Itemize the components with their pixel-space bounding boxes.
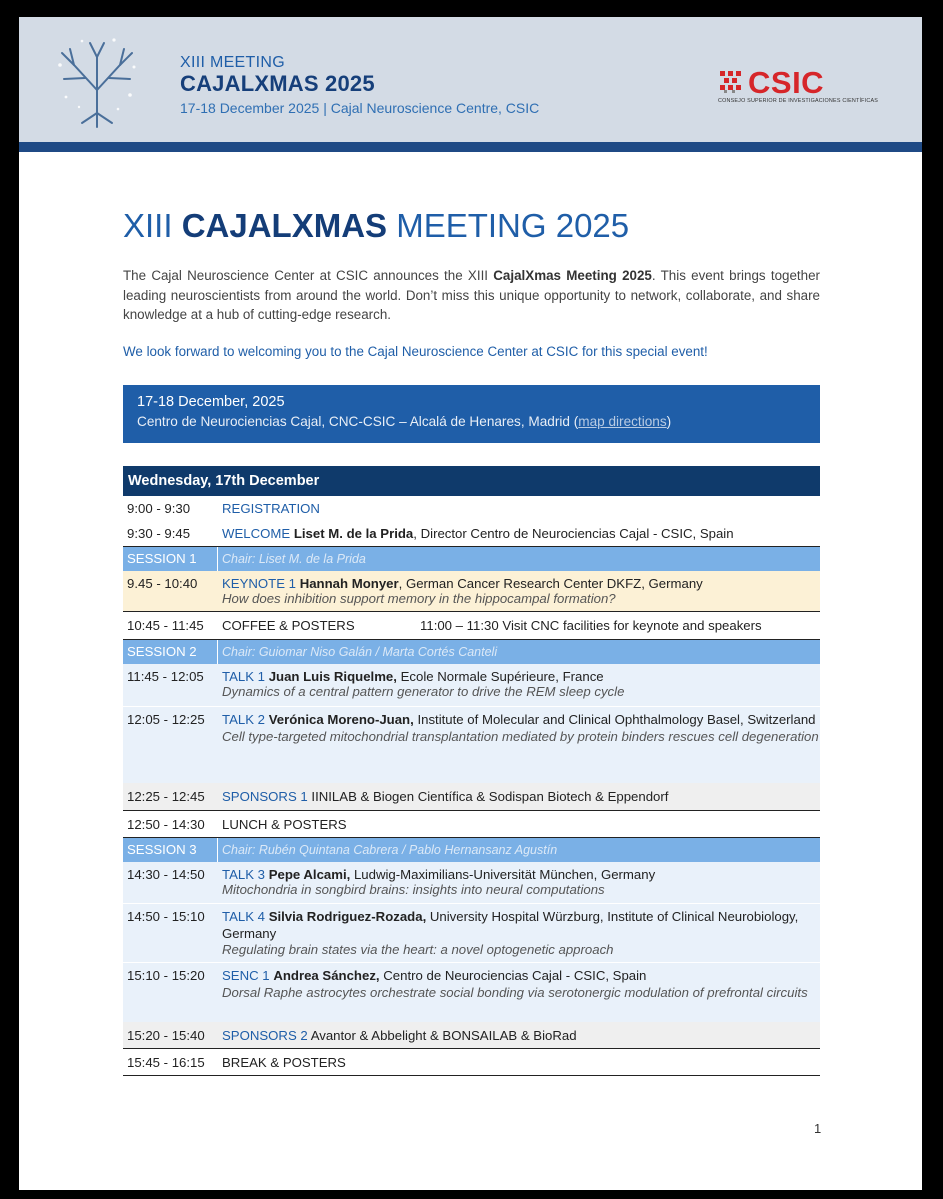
speaker-name: Liset M. de la Prida — [293, 526, 414, 541]
banner-meeting-label: XIII MEETING — [180, 54, 285, 71]
program-row — [123, 612, 820, 640]
event-venue — [137, 414, 671, 429]
row-label: SENC 1 — [222, 968, 270, 983]
event-info-box — [123, 385, 820, 443]
row-time: 10:45 - 11:45 — [127, 618, 204, 633]
row-time: 15:45 - 16:15 — [127, 1054, 205, 1070]
row-label: TALK 3 — [222, 867, 266, 882]
neuron-tree-logo-icon — [52, 35, 142, 131]
map-paren-open: ( — [573, 414, 579, 429]
row-label: KEYNOTE 1 — [222, 576, 297, 591]
csic-full-name: CONSEJO SUPERIOR DE INVESTIGACIONES CIENTÍFICAS — [718, 98, 879, 104]
csic-wordmark: CSIC — [748, 65, 825, 100]
row-time: 12:05 - 12:25 — [127, 712, 205, 727]
row-content — [218, 576, 820, 611]
row-label: TALK 1 — [222, 669, 266, 684]
session-header — [123, 547, 820, 571]
row-time: 9.45 - 10:40 — [127, 576, 198, 591]
header-banner — [19, 17, 922, 142]
map-paren-close: ) — [666, 414, 672, 429]
map-directions-link[interactable]: map directions — [578, 414, 667, 429]
speaker-name: Pepe Alcami, — [268, 867, 351, 882]
speaker-name: Hannah Monyer — [299, 576, 399, 591]
talk-title: Dorsal Raphe astrocytes orchestrate social bonding via serotonergic modulation of prefrontal circuits — [222, 984, 808, 1000]
row-content — [218, 712, 820, 783]
banner-divider — [19, 142, 922, 152]
program-row — [123, 963, 820, 1022]
title-prefix: XIII — [123, 207, 182, 244]
speaker-name: Silvia Rodriguez-Rozada, — [268, 909, 427, 924]
session-label: SESSION 1 — [123, 547, 218, 571]
speaker-affiliation: University Hospital Würzburg, Institute of Clinical Neurobiology, Germany — [222, 909, 799, 941]
row-content — [218, 909, 820, 962]
row-content — [218, 618, 820, 633]
session-chair: Chair: Rubén Quintana Cabrera / Pablo Hernansanz Agustín — [222, 843, 558, 857]
session-chair: Chair: Guiomar Niso Galán / Marta Cortés Canteli — [222, 645, 498, 659]
program-row — [123, 783, 820, 811]
venue-text: Centro de Neurociencias Cajal, CNC-CSIC – Alcalá de Henares, Madrid — [137, 414, 570, 429]
row-label: TALK 2 — [222, 712, 266, 727]
speaker-affiliation: Institute of Molecular and Clinical Ophthalmology Basel, Switzerland — [413, 712, 816, 727]
row-label: REGISTRATION — [222, 501, 320, 516]
row-content — [218, 669, 820, 706]
row-time: 14:30 - 14:50 — [127, 867, 205, 882]
visit-time: 11:00 – 11:30 — [420, 618, 499, 633]
row-time: 15:10 - 15:20 — [127, 968, 205, 983]
row-time: 9:30 - 9:45 — [127, 526, 191, 541]
row-time: 12:50 - 14:30 — [127, 816, 205, 832]
talk-title: How does inhibition support memory in the hippocampal formation? — [222, 591, 616, 606]
title-suffix: MEETING 2025 — [387, 207, 630, 244]
intro-text-1: The Cajal Neuroscience Center at CSIC announces the XIII — [123, 268, 494, 283]
page-title — [123, 207, 629, 245]
speaker-name: Verónica Moreno-Juan, — [268, 712, 414, 727]
facility-visit — [420, 618, 762, 633]
program-row — [123, 496, 820, 521]
row-label: LUNCH & POSTERS — [222, 816, 347, 832]
intro-text-2: . This event brings together leading neuroscientists from around the world. Don’t miss this unique opportunity to network, collaborate, and share knowledge at a hub of cutting-edge research. — [123, 268, 820, 322]
intro-bold: CajalXmas Meeting 2025 — [493, 268, 652, 283]
csic-logo — [718, 65, 879, 107]
talk-title: Mitochondria in songbird brains: insights into neural computations — [222, 882, 605, 897]
intro-paragraph — [123, 266, 820, 325]
speaker-affiliation: , Director Centro de Neurociencias Cajal - CSIC, Spain — [413, 526, 734, 541]
event-date: 17-18 December, 2025 — [137, 394, 285, 410]
sponsor-list: IINILAB & Biogen Científica & Sodispan Biotech & Eppendorf — [311, 789, 669, 804]
title-bold: CAJALXMAS — [181, 207, 388, 244]
speaker-affiliation: Centro de Neurociencias Cajal - CSIC, Spain — [379, 968, 647, 983]
document-page — [19, 17, 922, 1190]
program-row — [123, 862, 820, 904]
session-chair: Chair: Liset M. de la Prida — [222, 552, 366, 566]
row-label: COFFEE & POSTERS — [222, 618, 355, 633]
sponsor-list: Avantor & Abbelight & BONSAILAB & BioRad — [310, 1027, 577, 1043]
row-label: SPONSORS 1 — [222, 789, 308, 804]
day-header: Wednesday, 17th December — [123, 466, 820, 496]
row-label: TALK 4 — [222, 909, 266, 924]
talk-title: Dynamics of a central pattern generator to drive the REM sleep cycle — [222, 684, 625, 699]
welcome-line: We look forward to welcoming you to the Cajal Neuroscience Center at CSIC for this special event! — [123, 344, 708, 359]
row-label: WELCOME — [222, 526, 291, 541]
row-label: SPONSORS 2 — [222, 1027, 308, 1043]
csic-emblem-icon — [718, 69, 744, 95]
row-time: 15:20 - 15:40 — [127, 1027, 205, 1043]
speaker-affiliation: Ecole Normale Supérieure, France — [396, 669, 604, 684]
row-content — [218, 526, 820, 541]
session-label: SESSION 2 — [123, 640, 218, 664]
row-time: 14:50 - 15:10 — [127, 909, 205, 924]
program-row — [123, 811, 820, 838]
speaker-affiliation: Ludwig-Maximilians-Universität München, Germany — [350, 867, 656, 882]
banner-date-place: 17-18 December 2025 | Cajal Neuroscience Centre, CSIC — [180, 100, 540, 116]
row-content — [218, 1028, 820, 1043]
row-content — [218, 968, 820, 1022]
row-time: 11:45 - 12:05 — [127, 669, 204, 684]
row-content — [218, 867, 820, 903]
program-row — [123, 904, 820, 963]
banner-meeting-title: CAJALXMAS 2025 — [180, 71, 375, 96]
page-number: 1 — [814, 1121, 822, 1136]
session-label: SESSION 3 — [123, 838, 218, 862]
program-row — [123, 664, 820, 707]
speaker-affiliation: , German Cancer Research Center DKFZ, Germany — [398, 576, 703, 591]
program-table — [123, 466, 820, 1076]
talk-title: Cell type-targeted mitochondrial transplantation mediated by protein binders rescues cell degeneration — [222, 728, 819, 744]
row-time: 9:00 - 9:30 — [127, 501, 191, 516]
visit-note: Visit CNC facilities for keynote and speakers — [502, 618, 762, 633]
session-header — [123, 838, 820, 862]
row-label: BREAK & POSTERS — [222, 1054, 346, 1070]
program-row — [123, 521, 820, 547]
program-row — [123, 707, 820, 783]
program-row — [123, 1022, 820, 1049]
row-time: 12:25 - 12:45 — [127, 789, 205, 804]
row-content — [218, 789, 820, 804]
program-row — [123, 571, 820, 612]
speaker-name: Andrea Sánchez, — [273, 968, 380, 983]
talk-title: Regulating brain states via the heart: a novel optogenetic approach — [222, 942, 614, 957]
session-header — [123, 640, 820, 664]
speaker-name: Juan Luis Riquelme, — [268, 669, 397, 684]
program-row — [123, 1049, 820, 1076]
